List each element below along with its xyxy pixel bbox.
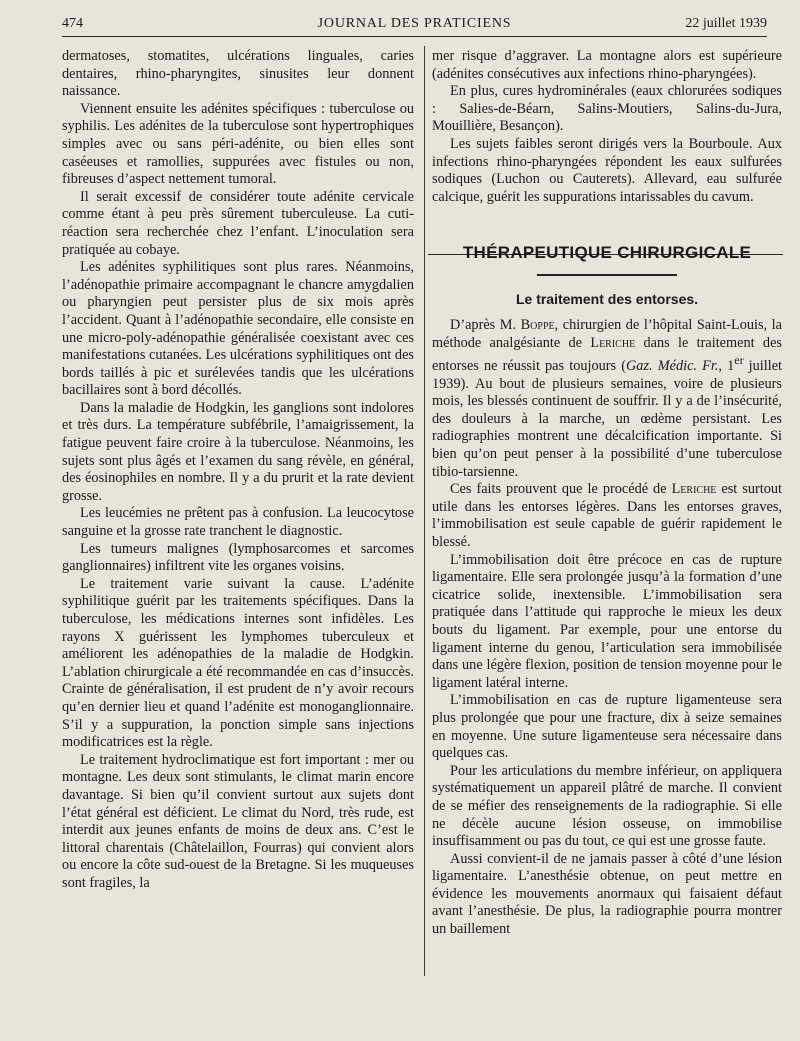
- paragraph: Pour les articulations du membre inférieur, on appliquera systématiquement un appareil plâtré de marche. Il convient de se méfier des renseignements de la radiographie. Si elle ne décèle aucune lésion osseuse, on immobilise insuffisamment ou pas du tout, ce qui est une grosse faute.: [432, 762, 782, 850]
- section-heading: [432, 244, 782, 279]
- running-header: [62, 14, 767, 37]
- paragraph: mer risque d’aggraver. La montagne alors est supérieure (adénites consécutives aux infections rhino-pharyngées).: [432, 48, 782, 82]
- paragraph: Dans la maladie de Hodgkin, les ganglions sont indolores et très durs. La température subfébrile, l’amaigrissement, la fatigue peuvent faire croire à la tuberculose. Néanmoins, les sujets sont plus âgés et l’examen du sang révèle, en général, des éosinophiles en nombre. Il y a du prurit et la rate devient grosse.: [62, 399, 414, 504]
- paragraph: dermatoses, stomatites, ulcérations linguales, caries dentaires, rhino-pharyngites, sinusites leur donnent naissance.: [62, 48, 414, 100]
- paragraph: Le traitement hydroclimatique est fort important : mer ou montagne. Les deux sont stimulants, le climat marin encore davantage. Si bien qu’il convient surtout aux sujets dont l’état général est déficient. Le climat du Nord, très rude, est interdit aux jeunes enfants de moins de deux ans. C’est le littoral charentais (Châtelaillon, Fourras) qui convient alors ou encore la côte sud-ouest de la Bretagne. Si les muqueuses sont fragiles, la: [62, 751, 414, 891]
- paragraph: Le traitement varie suivant la cause. L’adénite syphilitique guérit par les traitements spécifiques. Dans la tuberculose, les médications internes sont infidèles. Les rayons X guérissent les lymphomes tuberculeux et améliorent les adénopathies de la maladie de Hodgkin. L’ablation chirurgicale a été recommandée en cas d’insuccès. Crainte de généralisation, il est prudent de n’y avoir recours qu’en dernier lieu et quand l’adénite est monoganglionnaire. S’il y a suppuration, la ponction simple sans injections modificatrices est la règle.: [62, 575, 414, 751]
- issue-date: 22 juillet 1939: [685, 16, 767, 31]
- heading-underline: [537, 274, 677, 276]
- paragraph: Il serait excessif de considérer toute adénite cervicale comme étant à peu près sûrement tuberculeuse. La cuti-réaction sera recherchée chez l’enfant. L’inoculation sera pratiquée au cobaye.: [62, 188, 414, 258]
- section-title: THÉRAPEUTIQUE CHIRURGICALE: [462, 243, 752, 263]
- paragraph: D’après M. Boppe, chirurgien de l’hôpital Saint-Louis, la méthode analgésiante de Leriche dans le traitement des entorses ne réussit pas toujours (Gaz. Médic. Fr., 1er juillet 1939). Au bout de plusieurs semaines, voire de plusieurs mois, les blessés continuent de souffrir. Il y a de l’insécurité, des douleurs à la marche, un œdème persistant. Les radiographies montrent une décalcification importante. Si bien qu’on peut penser à la possibilité d’une tuberculose tibio-tarsienne.: [432, 317, 783, 480]
- paragraph: L’immobilisation en cas de rupture ligamenteuse sera plus prolongée que pour une fracture, dix à seize semaines en moyenne. Une suture ligamenteuse sera nécessaire dans quelques cas.: [432, 692, 782, 762]
- author-name: Leriche: [671, 481, 717, 498]
- right-column: [432, 48, 782, 939]
- page-number: 474: [62, 16, 83, 31]
- citation: Gaz. Médic. Fr.: [625, 358, 719, 375]
- paragraph: Viennent ensuite les adénites spécifiques : tuberculose ou syphilis. Les adénites de la tuberculose sont hypertrophiques simples avec ou sans péri-adénite, ou bien elles sont caséeuses et ramollies, suppurées avec fistules ou non, fibreuses d’aspect nettement tumoral.: [62, 100, 414, 188]
- paragraph: Les leucémies ne prêtent pas à confusion. La leucocytose sanguine et la grosse rate tranchent le diagnostic.: [62, 505, 414, 540]
- left-column: [62, 48, 414, 893]
- paragraph: Les sujets faibles seront dirigés vers la Bourboule. Aux infections rhino-pharyngées répondent les eaux sulfurées sodiques (Luchon ou Cauterets). Allevard, eau sulfurée calcique, guérit les suppurations intarissables du cavum.: [432, 135, 782, 205]
- author-name: Leriche: [590, 334, 636, 351]
- paragraph: Les tumeurs malignes (lymphosarcomes et sarcomes ganglionnaires) infiltrent vite les organes voisins.: [62, 540, 414, 575]
- paragraph: En plus, cures hydrominérales (eaux chlorurées sodiques : Salies-de-Béarn, Salins-Moutiers, Salins-du-Jura, Mouillière, Besançon).: [432, 83, 782, 135]
- paragraph: Ces faits prouvent que le procédé de Leriche est surtout utile dans les entorses légères. Dans les entorses graves, l’immobilisation est seule capable de guérir rapidement le blessé.: [432, 481, 782, 551]
- paragraph: Les adénites syphilitiques sont plus rares. Néanmoins, l’adénopathie primaire accompagnant le chancre amygdalien ou pharyngien peut persister plus de six mois après l’accident. Quant à l’adénopathie secondaire, elle consiste en une micro-poly-adénopathie généralisée coexistant avec ces manifestations cutanées. Les ulcérations syphilitiques ont des bords taillés à pic et surélevées tandis que les ulcérations bacillaires sont à bord décollés.: [62, 259, 414, 399]
- paragraph: L’immobilisation doit être précoce en cas de rupture ligamentaire. Elle sera prolongée jusqu’à la formation d’une cicatrice solide, inextensible. L’immobilisation sera pratiquée dans l’attitude qui rapproche le mieux les deux bouts du ligament. Par exemple, pour une entorse du ligament interne du genou, l’articulation sera immobilisée dans une légère flexion, position de tension moyenne pour le ligament latéral interne.: [432, 551, 782, 691]
- journal-title: JOURNAL DES PRATICIENS: [317, 16, 512, 31]
- author-name: Boppe: [520, 317, 555, 334]
- paragraph: Aussi convient-il de ne jamais passer à côté d’une lésion ligamentaire. L’anesthésie obtenue, on peut mettre en évidence les mouvements anormaux qui faisaient défaut avant l’anesthésie. De plus, la radiographie pourra montrer un baillement: [432, 850, 782, 938]
- article-title: Le traitement des entorses.: [515, 290, 699, 307]
- column-divider: [424, 46, 425, 976]
